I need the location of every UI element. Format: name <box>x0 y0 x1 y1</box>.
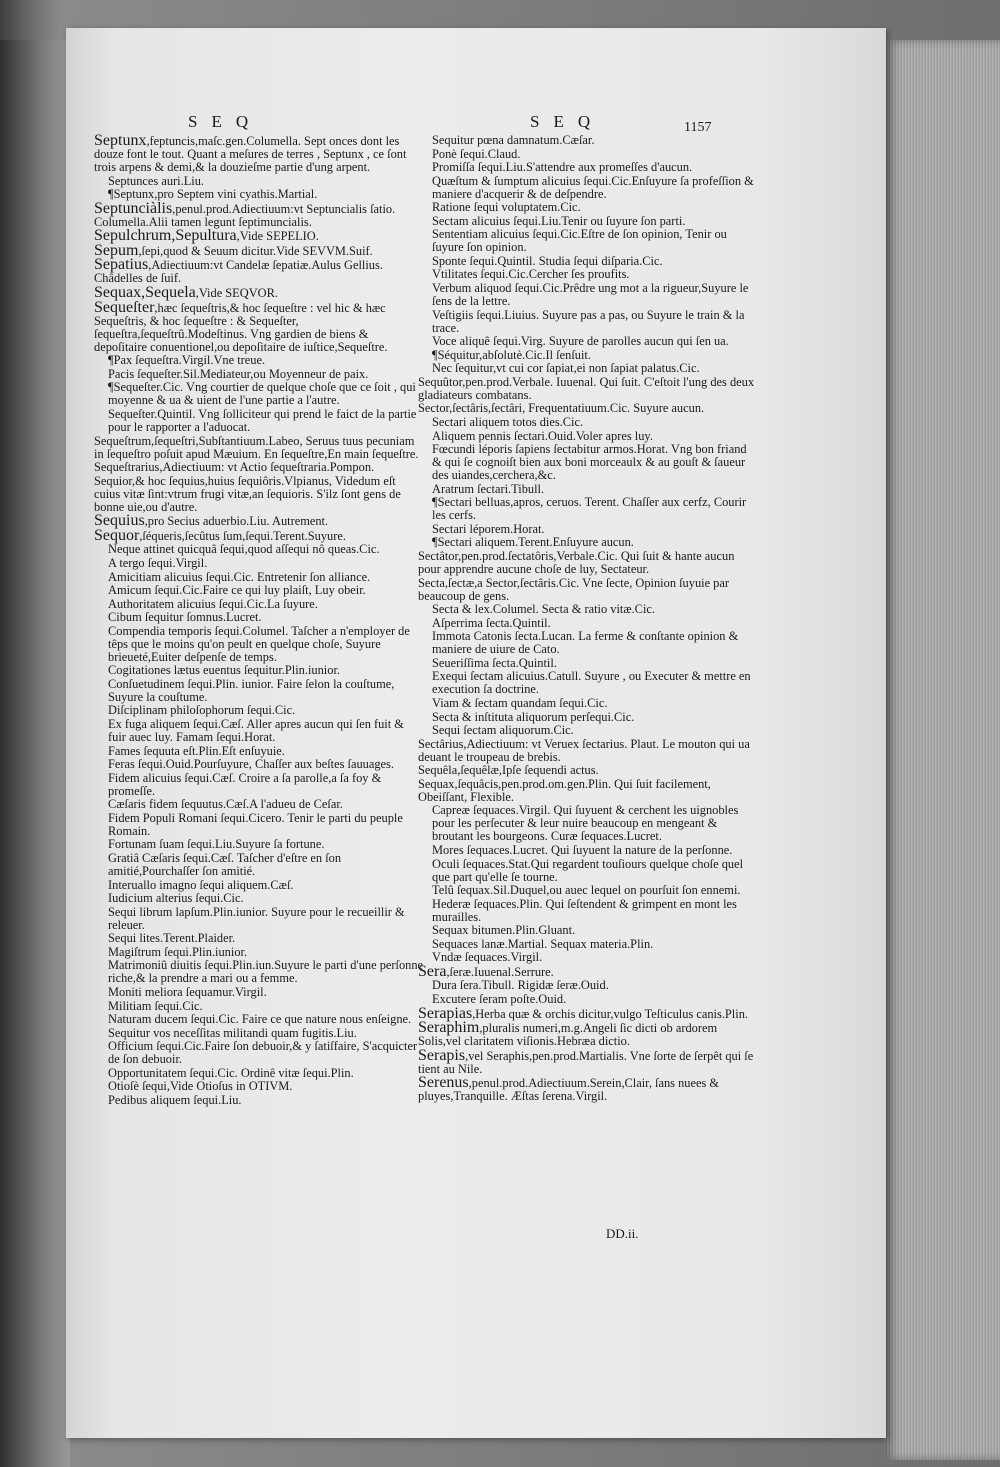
dictionary-subentry <box>418 951 756 964</box>
dictionary-subentry <box>94 1000 424 1013</box>
entry-text: ¶Pax ſequeſtra.Virgil.Vne treue. <box>108 353 266 368</box>
entry-text: Ratione ſequi voluptatem.Cic. <box>432 200 581 215</box>
dictionary-subentry <box>94 435 424 461</box>
dictionary-subentry <box>94 678 424 704</box>
entry-text: Sententiam alicuius ſequi.Cic.Eſtre de ſon opinion, Tenir ou ſuyure ſon opinion. <box>432 227 727 255</box>
entry-text: ,feptuncis,maſc.gen.Columella. Sept onces dont les douze font le tout. Quant a meſures de terres , Septunx , ce ſont trois arpens & demi,& la douzieſme partie d'ung arpent. <box>94 134 407 175</box>
entry-text: Fortunam ſuam ſequi.Liu.Suyure ſa fortune. <box>108 837 325 852</box>
entry-headword: Seraphim <box>418 1019 480 1037</box>
entry-text: ¶Séquitur,abſolutè.Cic.Il ſenſuit. <box>432 347 591 362</box>
dictionary-subentry <box>94 1094 424 1107</box>
entry-text: Feras ſequi.Ouid.Pourſuyure, Chaſſer aux beſtes ſauuages. <box>108 757 394 772</box>
entry-text: Neque attinet quicquâ ſequi,quod aſſequi nô queas.Cic. <box>108 542 380 557</box>
dictionary-subentry <box>418 268 756 281</box>
entry-text: Sequitur vos neceſſitas militandi quam fugitis.Liu. <box>108 1025 357 1040</box>
entry-text: ,Vide SEPELIO. <box>236 229 319 244</box>
entry-headword: Sepum <box>94 241 139 259</box>
entry-headword: Sequeſter <box>94 298 155 316</box>
dictionary-subentry <box>418 402 756 415</box>
entry-text: Capreæ ſequaces.Virgil. Qui ſuyuent & cerchent les uignobles pour les perſecuter & leur nuire beaucoup en mengeant & broutant les bourgeons. Curæ ſequaces.Lucret. <box>432 803 739 844</box>
dictionary-subentry <box>94 798 424 811</box>
dictionary-subentry <box>94 906 424 932</box>
entry-text: Fidem alicuius ſequi.Cæſ. Croire a ſa parolle,a ſa foy & promeſſe. <box>108 770 382 798</box>
dictionary-subentry <box>418 161 756 174</box>
dictionary-subentry <box>94 986 424 999</box>
entry-text: Verbum aliquod ſequi.Cic.Prêdre ung mot a la rigueur,Suyure le ſens de la lettre. <box>432 281 749 309</box>
entry-text: Iudicium alterius ſequi.Cic. <box>108 891 244 906</box>
entry-headword: Sequax,Sequela <box>94 284 196 302</box>
dictionary-subentry <box>418 416 756 429</box>
dictionary-subentry <box>94 838 424 851</box>
entry-text: Dura ſera.Tibull. Rigidæ ſeræ.Ouid. <box>432 978 609 993</box>
entry-text: Sequax,ſequâcis,pen.prod.om.gen.Plin. Qui ſuit facilement, Obeiſſant, Flexible. <box>418 776 711 804</box>
entry-text: ,Adiectiuum:vt Candelæ ſepatiæ.Aulus Gellius. Châdelles de ſuif. <box>94 258 383 286</box>
entry-headword: Septunciàlis <box>94 199 173 217</box>
entry-text: Sequêla,ſequêlæ,Ipſe ſequendi actus. <box>418 763 599 778</box>
dictionary-entry <box>94 526 424 544</box>
entry-text: Sequi lites.Terent.Plaider. <box>108 931 236 946</box>
entry-text: ,ſéqueris,ſecûtus ſum,ſequi.Terent.Suyure. <box>139 528 346 543</box>
entry-text: Aſperrima ſecta.Quintil. <box>432 615 551 630</box>
entry-text: ,vel Seraphis,pen.prod.Martialis. Vne ſorte de ſerpêt qui ſe tient au Nile. <box>418 1048 754 1076</box>
entry-text: Magiſtrum ſequi.Plin.iunior. <box>108 944 248 959</box>
entry-text: Cogitationes lætus euentus ſequitur.Plin.iunior. <box>108 663 340 678</box>
entry-text: Exequi ſectam alicuius.Catull. Suyure , ou Executer & mettre en execution ſa doctrine. <box>432 669 751 697</box>
left-page-edge <box>0 40 70 1467</box>
dictionary-subentry <box>94 598 424 611</box>
dictionary-subentry <box>94 408 424 434</box>
dictionary-subentry <box>94 664 424 677</box>
dictionary-subentry <box>94 812 424 838</box>
dictionary-subentry <box>418 697 756 710</box>
dictionary-entry <box>94 199 424 229</box>
dictionary-subentry <box>418 657 756 670</box>
entry-headword: Septunx <box>94 132 147 149</box>
dictionary-subentry <box>94 772 424 798</box>
entry-text: Hederæ ſequaces.Plin. Qui ſeſtendent & grimpent en mont les murailles. <box>432 896 737 924</box>
entry-text: Sectam alicuius ſequi.Liu.Tenir ou ſuyure ſon parti. <box>432 213 686 228</box>
dictionary-subentry <box>418 335 756 348</box>
dictionary-subentry <box>418 483 756 496</box>
entry-headword: Serapis <box>418 1046 466 1064</box>
dictionary-entry <box>418 1046 756 1076</box>
entry-text: Fames ſequuta eſt.Plin.Eſt enſuyuie. <box>108 743 285 758</box>
entry-text: Secta & lex.Columel. Secta & ratio vitæ.Cic. <box>432 602 655 617</box>
entry-text: Voce aliquê ſequi.Virg. Suyure de parolles aucun qui ſen ua. <box>432 334 729 349</box>
entry-text: Aratrum ſectari.Tibull. <box>432 481 545 496</box>
dictionary-subentry <box>94 571 424 584</box>
entry-text: ,penul.prod.Adiectiuum.Serein,Clair, ſans nuees & pluyes,Tranquille. Æſtas ſerena.Virgil. <box>418 1076 720 1104</box>
entry-text: Sequeſtrum,ſequeſtri,Subſtantiuum.Labeo, Seruus tuus pecuniam in ſequeſtro poſuit apud Mæuium. En ſequeſtre,En main ſequeſtre. <box>94 433 419 461</box>
dictionary-subentry <box>418 778 756 804</box>
entry-text: Septunces auri.Liu. <box>108 173 205 188</box>
entry-text: Fidem Populi Romani ſequi.Cicero. Tenir le parti du peuple Romain. <box>108 810 403 838</box>
dictionary-entry <box>418 1021 756 1048</box>
dictionary-subentry <box>418 844 756 857</box>
entry-text: Interuallo imagno ſequi aliquem.Cæſ. <box>108 877 294 892</box>
entry-headword: Sequor <box>94 526 140 544</box>
dictionary-subentry <box>418 496 756 522</box>
dictionary-subentry <box>418 617 756 630</box>
dictionary-entry <box>418 962 756 980</box>
dictionary-entry <box>94 298 424 354</box>
entry-text: Quæſtum & ſumptum alicuius ſequi.Cic.Enſuyure ſa profeſſion & maniere d'acquerir & de deſpendre. <box>432 173 754 201</box>
entry-text: Promiſſa ſequi.Liu.S'attendre aux promeſſes d'aucun. <box>432 160 693 175</box>
dictionary-subentry <box>418 804 756 843</box>
entry-text: Excutere ſeram poſte.Ouid. <box>432 992 567 1006</box>
dictionary-subentry <box>418 979 756 992</box>
signature-mark: DD.ii. <box>606 1226 639 1241</box>
dictionary-subentry <box>418 148 756 161</box>
dictionary-subentry <box>94 557 424 570</box>
dictionary-subentry <box>94 879 424 892</box>
entry-headword: Sepatius <box>94 256 149 274</box>
entry-text: Opportunitatem ſequi.Cic. Ordinê vitæ ſequi.Plin. <box>108 1065 354 1080</box>
entry-text: Naturam ducem ſequi.Cic. Faire ce que nature nous enſeigne. <box>108 1012 412 1027</box>
entry-text: Pacis ſequeſter.Sil.Mediateur,ou Moyenneur de paix. <box>108 366 369 381</box>
dictionary-subentry <box>94 946 424 959</box>
entry-text: Sequeſter.Quintil. Vng ſolliciteur qui prend le faict de la partie pour le rapporter a l'aduocat. <box>108 406 417 434</box>
entry-text: Diſciplinam philoſophorum ſequi.Cic. <box>108 703 296 718</box>
left-column <box>94 134 424 1107</box>
entry-text: Sectari léporem.Horat. <box>432 521 545 536</box>
dictionary-subentry <box>418 603 756 616</box>
dictionary-subentry <box>418 349 756 362</box>
dictionary-subentry <box>94 461 424 474</box>
entry-text: Sequitur pœna damnatum.Cæſar. <box>432 133 595 147</box>
entry-text: Otioſè ſequi,Vide Otioſus in OTIVM. <box>108 1079 293 1094</box>
dictionary-subentry <box>418 255 756 268</box>
entry-text: Amicitiam alicuius ſequi.Cic. Entretenir ſon alliance. <box>108 569 371 584</box>
dictionary-subentry <box>94 704 424 717</box>
entry-text: Sequaces lanæ.Martial. Sequax materia.Plin. <box>432 936 654 951</box>
entry-text: Sequi librum lapſum.Plin.iunior. Suyure pour le recueillir & releuer. <box>108 904 405 932</box>
page-number: 1157 <box>684 120 712 135</box>
dictionary-subentry <box>94 892 424 905</box>
entry-text: ,penul.prod.Adiectiuum:vt Septuncialis ſatio. Columella.Alii tamen legunt ſeptimuncialis. <box>94 201 396 229</box>
entry-text: Sectârius,Adiectiuum: vt Veruex ſectarius. Plaut. Le mouton qui ua deuant le troupeau de brebis. <box>418 736 750 764</box>
dictionary-subentry <box>418 924 756 937</box>
dictionary-subentry <box>418 738 756 764</box>
dictionary-subentry <box>94 1013 424 1026</box>
entry-text: Sequax bitumen.Plin.Gluant. <box>432 923 576 938</box>
dictionary-subentry <box>418 175 756 201</box>
dictionary-subentry <box>418 430 756 443</box>
dictionary-subentry <box>94 175 424 188</box>
dictionary-subentry <box>418 309 756 335</box>
dictionary-subentry <box>418 764 756 777</box>
entry-text: ,hæc ſequeſtris,& hoc ſequeſtre : vel hic & hæc Sequeſtris, & hoc ſequeſtre : & Sequeſter, ſequeſtra,ſequeſtrû.Modeſtinus. Vng gardien de biens & depoſitaire conuentionel,ou depoſitaire de iuſtice,Sequeſtre. <box>94 300 388 354</box>
entry-text: Moniti meliora ſequamur.Virgil. <box>108 984 267 999</box>
dictionary-subentry <box>418 670 756 696</box>
entry-text: Sector,ſectâris,ſectâri, Frequentatiuum.Cic. Suyure aucun. <box>418 401 705 416</box>
entry-text: Secta,ſectæ,a Sector,ſectâris.Cic. Vne ſecte, Opinion ſuyuie par beaucoup de gens. <box>418 575 729 603</box>
entry-text: Sectâtor,pen.prod.ſectatôris,Verbale.Cic. Qui ſuit & hante aucun pour apprendre aucune choſe de luy, Sectateur. <box>418 548 735 576</box>
entry-text: Sectari aliquem totos dies.Cic. <box>432 414 584 429</box>
dictionary-subentry <box>94 1067 424 1080</box>
entry-text: Nec ſequitur,vt cui cor ſapiat,ei non ſapiat palatus.Cic. <box>432 361 700 376</box>
dictionary-subentry <box>418 884 756 897</box>
dictionary-subentry <box>94 368 424 381</box>
dictionary-subentry <box>94 1027 424 1040</box>
entry-text: ,pluralis numeri,m.g.Angeli ſic dicti ob ardorem Solis,vel claritatem viſionis.Hebræa dictio. <box>418 1021 718 1049</box>
entry-text: Telû ſequax.Sil.Duquel,ou auec lequel on pourſuit ſon ennemi. <box>432 883 741 898</box>
dictionary-subentry <box>94 475 424 514</box>
entry-text: Gratiâ Cæſaris ſequi.Cæſ. Taſcher d'eſtre en ſon amitié,Pourchaſſer ſon amitié. <box>108 850 342 879</box>
entry-text: Veſtigiis ſequi.Liuius. Suyure pas a pas, ou Suyure le train & la trace. <box>432 307 745 335</box>
dictionary-subentry <box>94 745 424 758</box>
entry-text: A tergo ſequi.Virgil. <box>108 555 208 570</box>
entry-headword: Sepulchrum,Sepultura <box>94 227 237 245</box>
entry-headword: Sera <box>418 962 447 980</box>
dictionary-subentry <box>94 584 424 597</box>
entry-text: Matrimoniû diuitis ſequi.Plin.iun.Suyure le parti d'une perſonne riche,& la prendre a mari ou a femme. <box>108 958 424 986</box>
entry-text: ,ſeræ.Iuuenal.Serrure. <box>446 964 554 979</box>
entry-text: Sequior,& hoc ſequius,huius ſequiôris.Vlpianus, Videdum eſt cuius vitæ ſint:vtrum frugi vitæ,an ſequioris. S'ilz ſont gens de bonne uie,ou d'autre. <box>94 473 401 514</box>
dictionary-subentry <box>418 711 756 724</box>
dictionary-subentry <box>94 381 424 407</box>
dictionary-entry <box>94 514 424 528</box>
dictionary-subentry <box>418 228 756 254</box>
dictionary-subentry <box>418 362 756 375</box>
entry-text: Oculi ſequaces.Stat.Qui regardent touſiours quelque choſe quel que part qu'elle ſe tourne. <box>432 856 744 884</box>
dictionary-subentry <box>94 932 424 945</box>
dictionary-entry <box>94 229 424 243</box>
entry-headword: Serapias <box>418 1004 473 1022</box>
dictionary-subentry <box>418 201 756 214</box>
dictionary-subentry <box>418 215 756 228</box>
entry-text: ¶Sectari aliquem.Terent.Enſuyure aucun. <box>432 535 634 550</box>
entry-text: Authoritatem alicuius ſequi.Cic.La ſuyure. <box>108 596 318 611</box>
entry-text: Sequûtor,pen.prod.Verbale. Iuuenal. Qui ſuit. C'eſtoit l'ung des deux gladiateurs combatans. <box>418 374 755 402</box>
dictionary-subentry <box>94 852 424 878</box>
entry-text: ,Herba quæ & orchis dicitur,vulgo Teſticulus canis.Plin. <box>472 1006 748 1021</box>
entry-text: Viam & ſectam quandam ſequi.Cic. <box>432 695 608 710</box>
dictionary-entry <box>94 258 424 285</box>
dictionary-subentry <box>418 550 756 576</box>
dictionary-subentry <box>418 577 756 603</box>
dictionary-subentry <box>418 523 756 536</box>
entry-text: Conſuetudinem ſequi.Plin. iunior. Faire ſelon la couſtume, Suyure la couſtume. <box>108 676 395 704</box>
dictionary-subentry <box>94 959 424 985</box>
entry-text: ¶Sectari belluas,apros, ceruos. Terent. Chaſſer aux cerfz, Courir les cerfs. <box>432 495 747 523</box>
entry-text: Aliquem pennis ſectari.Ouid.Voler apres luy. <box>432 428 653 443</box>
dictionary-subentry <box>94 758 424 771</box>
dictionary-subentry <box>418 630 756 656</box>
running-head-left: SEQ <box>188 112 263 131</box>
entry-text: ,Vide SEQVOR. <box>195 286 278 301</box>
entry-text: Sequi ſectam aliquorum.Cic. <box>432 723 574 738</box>
entry-text: Vndæ ſequaces.Virgil. <box>432 950 543 965</box>
entry-text: ¶Sequeſter.Cic. Vng courtier de quelque choſe que ce ſoit , qui moyenne & ua & uient de l'une partie a l'autre. <box>108 380 416 408</box>
entry-text: Mores ſequaces.Lucret. Qui ſuyuent la nature de la perſonne. <box>432 842 733 857</box>
entry-text: Sponte ſequi.Quintil. Studia ſequi diſparia.Cic. <box>432 253 663 268</box>
entry-text: Secta & inſtituta aliquorum perſequi.Cic. <box>432 709 635 724</box>
running-head-right: SEQ <box>530 112 605 131</box>
entry-text: Immota Catonis ſecta.Lucan. La ferme & conſtante opinion & maniere de uiure de Cato. <box>432 629 739 657</box>
entry-text: Sequeſtrarius,Adiectiuum: vt Actio ſequeſtraria.Pompon. <box>94 460 375 475</box>
dictionary-subentry <box>418 134 756 147</box>
dictionary-subentry <box>94 543 424 556</box>
dictionary-subentry <box>418 898 756 924</box>
dictionary-subentry <box>418 724 756 737</box>
dictionary-subentry <box>94 611 424 624</box>
entry-text: Ex fuga aliquem ſequi.Cæſ. Aller apres aucun qui ſen fuit & fuir auec luy. Famam ſequi.Horat. <box>108 717 404 745</box>
entry-text: Fœcundi léporis ſapiens ſectabitur armos.Horat. Vng bon friand & qui ſe cognoiſt bien aux boni morceaulx & au gouſt & ſaueur des uiandes,cerchera,&c. <box>432 442 747 483</box>
book-fore-edge <box>884 40 1000 1460</box>
entry-text: Vtilitates ſequi.Cic.Cercher ſes proufits. <box>432 267 630 282</box>
entry-text: ,pro Secius aduerbio.Liu. Autrement. <box>144 514 329 529</box>
dictionary-subentry <box>94 718 424 744</box>
dictionary-subentry <box>418 536 756 549</box>
entry-text: Cæſaris fidem ſequutus.Cæſ.A l'adueu de Ceſar. <box>108 797 343 812</box>
entry-text: ¶Septunx,pro Septem vini cyathis.Martial. <box>108 187 318 202</box>
entry-text: Seueriſſima ſecta.Quintil. <box>432 655 557 670</box>
dictionary-subentry <box>94 1040 424 1066</box>
entry-text: Compendia temporis ſequi.Columel. Taſcher a n'employer de têps que le moins qu'on peult en quelque choſe, Suyure brieueté,Euiter deſpenſe de temps. <box>108 623 410 664</box>
entry-headword: Sequius <box>94 512 145 530</box>
dictionary-subentry <box>94 354 424 367</box>
dictionary-subentry <box>418 282 756 308</box>
dictionary-entry <box>94 134 424 174</box>
dictionary-entry <box>418 1076 756 1103</box>
entry-text: Officium ſequi.Cic.Faire ſon debuoir,& y ſatiſfaire, S'acquicter de ſon debuoir. <box>108 1039 418 1067</box>
entry-text: Ponè ſequi.Claud. <box>432 146 521 161</box>
dictionary-subentry <box>418 443 756 482</box>
entry-text: Pedibus aliquem ſequi.Liu. <box>108 1092 242 1107</box>
dictionary-subentry <box>94 1080 424 1093</box>
entry-text: Cibum ſequitur ſomnus.Lucret. <box>108 610 262 625</box>
dictionary-subentry <box>418 938 756 951</box>
entry-text: Amicum ſequi.Cic.Faire ce qui luy plaiſt, Luy obeir. <box>108 583 366 598</box>
right-column <box>418 134 756 1104</box>
dictionary-subentry <box>418 376 756 402</box>
dictionary-subentry <box>418 858 756 884</box>
dictionary-subentry <box>94 625 424 664</box>
entry-text: ,ſepi,quod & Seuum dicitur.Vide SEVVM.Suif. <box>138 243 373 258</box>
entry-text: Militiam ſequi.Cic. <box>108 998 203 1013</box>
entry-headword: Serenus <box>418 1074 469 1092</box>
